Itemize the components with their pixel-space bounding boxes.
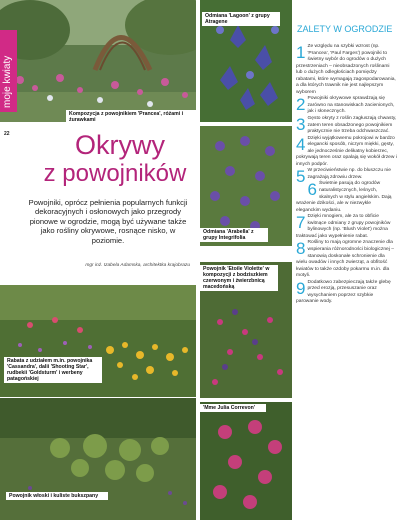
section-tab <box>0 30 17 112</box>
sidebar-point <box>296 280 397 306</box>
point-text: Gęsto okryty z roślin zagłuszają chwasty, zatem teren obsadzonego powojnikiem praktycznie nie trzeba odchwaszczać. <box>307 116 397 135</box>
section-tab-label: moje kwiaty <box>2 55 13 108</box>
garden-pergola-photo <box>0 0 196 122</box>
point-number: 3 <box>296 115 306 135</box>
point-text: Powojniki okrywowe sprawdzają się zarówno na stanowiskach zacienionych, jak i słonecznych. <box>307 96 395 115</box>
point-number: 1 <box>296 43 306 62</box>
point-number: 8 <box>296 239 306 259</box>
sidebar-points <box>296 44 397 306</box>
caption-top-left: Kompozycja z powojnikiem 'Prancea', różami i żurawkami <box>66 110 198 124</box>
point-number: 6 <box>307 180 317 200</box>
lead-paragraph: Powojniki, oprócz pełnienia popularnych funkcji dekoracyjnych i osłonowych jako przegrody pionowe w ogrodzie, mogą być używane także jako rośliny okrywowe, rosnące nisko, w poziomie. <box>28 198 188 245</box>
point-text: W przeciwieństwie np. do bluszczu nie zagrażają zdrowiu drzew. <box>307 168 391 180</box>
sidebar-point <box>296 44 397 96</box>
caption-rabata: Rabata z udziałem m.in. powojnika 'Cassandra', dalii 'Shooting Star', rudbekii 'Goldsturm' i werbeny patagońskiej <box>4 357 102 383</box>
sidebar-point <box>296 240 397 279</box>
caption-italy: Powojnik włoski i kuliste bukszpany <box>6 492 108 500</box>
point-text: Dzięki mnogiem, ale za to obficie kwitnące odmiany z grupy powojników bylinowych (np. 'Blush Violet') można traktować jako wypełnienie rabat. <box>296 214 391 239</box>
caption-julia: 'Mme Julia Correvon' <box>200 404 266 412</box>
caption-lagoon: Odmiana 'Lagoon' z grupy Atragene <box>202 12 280 26</box>
caption-etoile: Powojnik 'Etoile Violette' w kompozycji z bodziszkiem czerwonym i żwierzbnicą macedońską <box>200 265 278 291</box>
point-text: Dzięki wyjątkowemu pokrojowi w bardzo elegancki sposób, niczym miękki, gęsty, ale jednocześnie delikatny kobierzec, pokrywają teren oraz opalają się wokół drzew i innych podpór. <box>296 135 397 167</box>
point-text: Świetnie pasują do ogrodów naturalistycznych, leśnych, skalnych w stylu angielskim. Dają wrażenie dzikości, ale w niezwykle eleganckim wydaniu. <box>296 181 392 213</box>
author-credit: mgr inż. Izabela Adamska, architektka krajobrazu <box>85 263 190 268</box>
point-number: 7 <box>296 213 306 233</box>
point-number: 2 <box>296 95 306 115</box>
sidebar-point <box>296 181 397 214</box>
point-number: 5 <box>296 167 306 187</box>
sidebar-point <box>296 136 397 169</box>
page-number: 22 <box>4 131 10 137</box>
boxwood-photo <box>0 398 196 520</box>
point-number: 4 <box>296 134 306 154</box>
sidebar-point <box>296 96 397 116</box>
point-text: Rośliny to mają ogromne znaczenie dla wspierania różnorodności biologicznej – stanowią doskonałe schronienie dla wielu owadów i innych zwierząt, a obfitość kwiatów to także ozdoby pokarmu m.in. dla motyli. <box>296 240 394 279</box>
caption-arabella: Odmiana 'Arabella' z grupy Integrifolia <box>200 228 268 242</box>
sidebar-heading: ZALETY W OGRODZIE <box>297 24 393 34</box>
sidebar-point <box>296 116 397 136</box>
point-text: Dodatkowo zabezpieczają także glebę przed erozją, przesuszanie oraz wysychaniem poprzez szybkie parowanie wody. <box>296 279 391 305</box>
title-line-1: Okrywy <box>75 130 165 160</box>
point-number: 9 <box>296 278 306 298</box>
julia-correvon-photo <box>200 402 292 520</box>
point-text: Ze względu na szybki wzrost (np. 'Prancea', 'Paul Farges') powojniki to świetny wybór do ogrodów o dużych przestrzeniach – nieobsadzonych roślinami lub o dużych odległościach pomiędzy rabatami, które wymagają zagospodarowania, a dla których trawnik nie jest najlepszym wyborem <box>296 44 396 95</box>
title-line-2: z powojników <box>43 160 187 187</box>
sidebar-point <box>296 214 397 240</box>
